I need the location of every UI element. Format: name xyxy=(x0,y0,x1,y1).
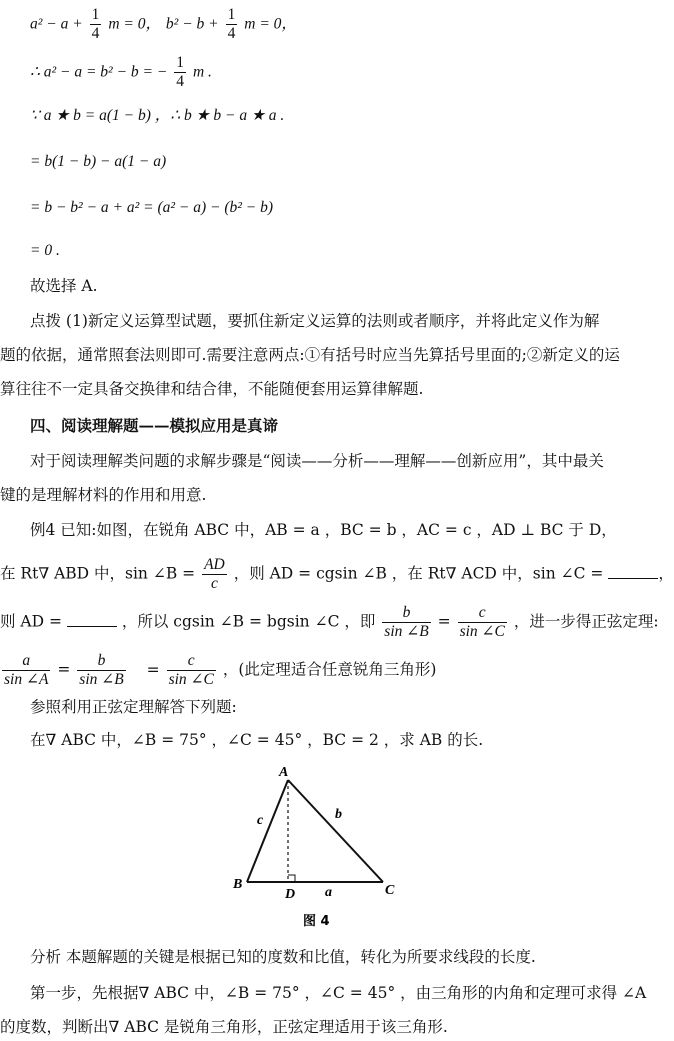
example-line-6: 在∇ ABC 中，∠B = 75° ，∠C = 45° ，BC = 2 ，求 AB 的长. xyxy=(30,731,484,749)
solution-line-2: ∴ a² − a = b² − b = − $\frac{1}{4}$ m . xyxy=(30,54,212,90)
side-ac xyxy=(288,780,383,882)
triangle-diagram xyxy=(225,762,415,932)
fraction-c-over-sinc: $\frac{c}{\sin \angle C}$ xyxy=(459,604,505,640)
fraction-one-quarter: $\frac{1}{4}$ xyxy=(227,6,236,42)
fraction-b-over-sinb: $\frac{b}{\sin \angle B}$ xyxy=(79,652,124,688)
vertex-label-b: B xyxy=(233,877,243,892)
triangle-figure xyxy=(225,762,415,932)
fraction-a-over-sina: $\frac{a}{\sin \angle A}$ xyxy=(4,652,49,688)
right-angle-mark xyxy=(288,875,295,882)
solution-line-3: ∵ a ★ b = a(1 − b) ，∴ b ★ b − a ★ a . xyxy=(30,107,285,124)
side-label-c: c xyxy=(257,813,264,828)
side-label-b: b xyxy=(335,807,342,822)
solution-line-6: = 0 . xyxy=(30,242,60,259)
foot-label-d: D xyxy=(285,887,296,902)
solution-line-5: = b − b² − a + a² = (a² − a) − (b² − b) xyxy=(30,199,274,216)
fraction-c-over-sinc: $\frac{c}{\sin \angle C}$ xyxy=(168,652,214,688)
solution-line-1: a² − a + $\frac{1}{4}$ m = 0， b² − b + $\frac{1}{4}$ m = 0， xyxy=(30,6,297,42)
section-paragraph-line-1: 对于阅读理解类问题的求解步骤是“阅读——分析——理解——创新应用”，其中最关 xyxy=(30,452,604,470)
tip-line-3: 算往往不一定具备交换律和结合律，不能随便套用运算律解题. xyxy=(0,380,424,398)
example-line-2: 在 Rt∇ ABD 中，sin ∠B = $\frac{AD}{c}$ ，则 AD = cgsin ∠B ，在 Rt∇ ACD 中，sin ∠C = ， xyxy=(0,556,674,592)
analysis-line-1: 分析 本题解题的关键是根据已知的度数和比值，转化为所要求线段的长度. xyxy=(30,948,536,966)
section-heading: 四、阅读理解题——模拟应用是真谛 xyxy=(30,416,279,435)
fill-in-blank[interactable] xyxy=(608,564,658,579)
example-line-3: 则 AD = ，所以 cgsin ∠B = bgsin ∠C ，即 $\frac{b}{\sin \angle B}$ = $\frac{c}{\sin \angle C}$ ，进一步得正弦定理: xyxy=(0,604,659,640)
example-line-5: 参照利用正弦定理解答下列题: xyxy=(30,698,237,716)
side-ab xyxy=(247,780,288,882)
tip-line-1: 点拨 (1)新定义运算型试题，要抓住新定义运算的法则或者顺序，并将此定义作为解 xyxy=(30,312,600,330)
fraction-one-quarter: $\frac{1}{4}$ xyxy=(176,54,185,90)
solution-line-4: = b(1 − b) − a(1 − a) xyxy=(30,153,167,170)
fraction-one-quarter: $\frac{1}{4}$ xyxy=(91,6,100,42)
analysis-line-2: 第一步，先根据∇ ABC 中，∠B = 75° ，∠C = 45° ，由三角形的内角和定理可求得 ∠A xyxy=(30,984,647,1002)
section-paragraph-line-2: 键的是理解材料的作用和用意. xyxy=(0,486,207,504)
tip-line-2: 题的依据，通常照套法则即可.需要注意两点:①有括号时应当先算括号里面的;②新定义的运 xyxy=(0,346,620,364)
vertex-label-c: C xyxy=(385,883,395,898)
side-label-a: a xyxy=(325,885,332,900)
example-line-1: 例4 已知:如图，在锐角 ABC 中，AB = a ，BC = b ，AC = c ，AD ⊥ BC 于 D， xyxy=(30,521,617,539)
sine-law-formula: $\frac{a}{\sin \angle A}$ = $\frac{b}{\sin \angle B}$ = $\frac{c}{\sin \angle C}$ ，(此定理适合任意锐角三角形) xyxy=(4,652,437,688)
vertex-label-a: A xyxy=(279,765,289,780)
fill-in-blank[interactable] xyxy=(67,612,117,627)
figure-caption: 图 4 xyxy=(303,914,330,929)
solution-answer: 故选择 A. xyxy=(30,277,98,295)
fraction-ad-over-c: $\frac{AD}{c}$ xyxy=(204,556,225,592)
analysis-line-3: 的度数，判断出∇ ABC 是锐角三角形，正弦定理适用于该三角形. xyxy=(0,1018,448,1036)
fraction-b-over-sinb: $\frac{b}{\sin \angle B}$ xyxy=(384,604,429,640)
